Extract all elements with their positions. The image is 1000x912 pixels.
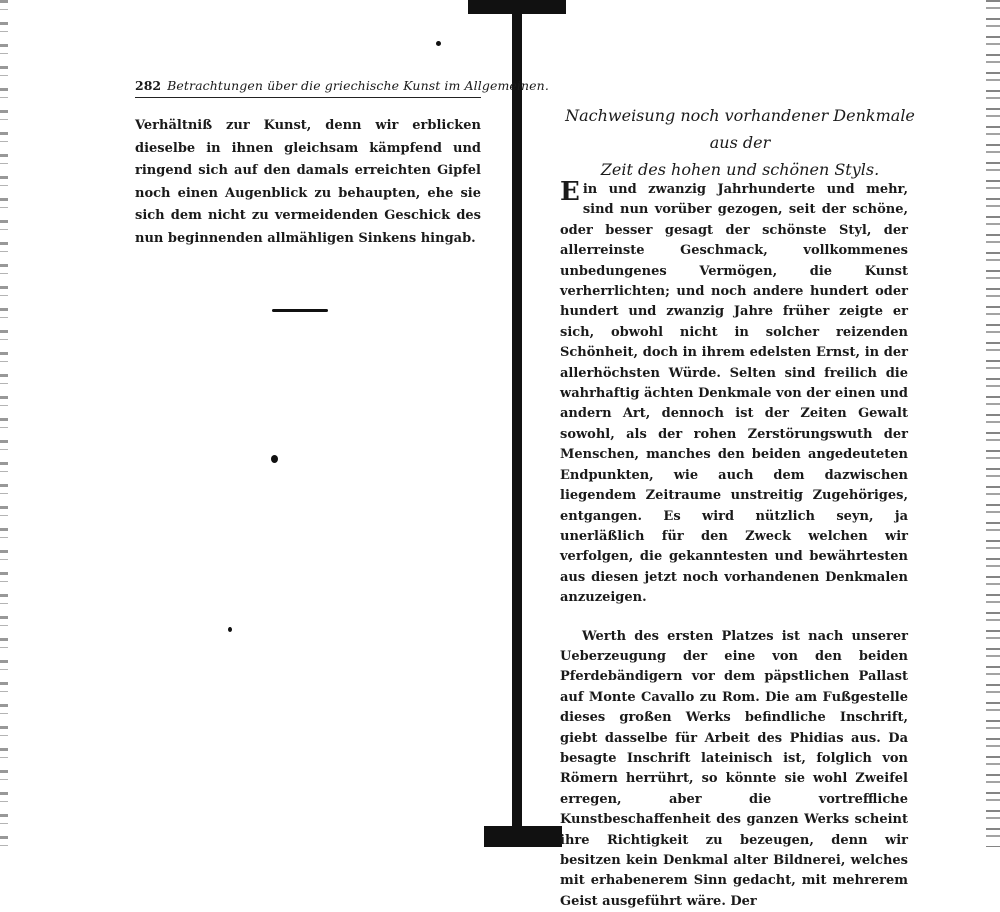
running-title: Betrachtungen über die griechische Kunst im Allgemeinen. bbox=[167, 78, 549, 93]
paragraph-1-text: in und zwanzig Jahrhunderte und mehr, sind nun vorüber gezogen, seit der schöne, oder besser gesagt der schönste Styl, der allerreinste Geschmack, vollkommenes unbedungenes Vermögen, die Kunst verherrlichten; und noch andere hundert oder hundert und zwanzig Jahre früher zeigte er sich, obwohl nicht in solcher reizenden Schönheit, doch in ihrem edelsten Ernst, in der allerhöchsten Würde. Selten sind freilich die wahrhaftig ächten Denkmale von der einen und andern Art, dennoch ist der Zeiten Gewalt sowohl, als der rohen Zerstörungswuth der Menschen, manches den beiden angedeuteten Endpunkten, wie auch dem dazwischen liegendem Zeitraume unstreitig Zugehöriges, entgangen. Es wird nützlich seyn, ja unerläßlich für den Zweck welchen wir verfolgen, die gekanntesten und bewährtesten aus diesen jetzt noch vorhandenen Denkmalen anzuzeigen. bbox=[560, 182, 908, 606]
book-gutter bbox=[512, 0, 522, 847]
ink-speck bbox=[228, 627, 232, 632]
right-page-body bbox=[560, 177, 908, 912]
running-head bbox=[135, 78, 549, 98]
scan-edge-right bbox=[986, 0, 1000, 847]
left-page-paragraph: Verhältniß zur Kunst, denn wir erblicken dieselbe in ihnen gleichsam kämpfend und ringend sich auf den damals erreichten Gipfel noch einen Augenblick zu behaupten, ehe sie sich dem nicht zu vermeidenden Geschick des nun beginnenden allmähligen Sinkens hingab. bbox=[135, 118, 481, 246]
section-end-rule bbox=[272, 309, 328, 312]
paragraph-2: Werth des ersten Platzes ist nach unserer Ueberzeugung der eine von den beiden Pferdebändigern vor dem päpstlichen Pallast auf Monte Cavallo zu Rom. Die am Fußgestelle dieses großen Werks befindliche Inschrift, giebt dasselbe für Arbeit des Phidias aus. Da besagte Inschrift lateinisch ist, folglich von Römern herrührt, so könnte sie wohl Zweifel erregen, aber die vortreffliche Kunstbeschaffenheit des ganzen Werks scheint ihre Richtigkeit zu bezeugen, denn wir besitzen kein Denkmal alter Bildnerei, welches mit erhabenerem Sinn gedacht, mit mehrerem Geist ausgeführt wäre. Der bbox=[560, 628, 908, 909]
drop-cap: E bbox=[560, 177, 580, 207]
page-number: 282 bbox=[135, 78, 162, 93]
ink-speck bbox=[436, 41, 441, 46]
heading-line-1: Nachweisung noch vorhandener Denkmale aus der bbox=[565, 106, 915, 152]
section-heading bbox=[560, 102, 920, 183]
heading-line-2: Zeit des hohen und schönen Styls. bbox=[600, 160, 880, 179]
ink-speck bbox=[271, 455, 278, 463]
paragraph-1 bbox=[560, 177, 908, 609]
